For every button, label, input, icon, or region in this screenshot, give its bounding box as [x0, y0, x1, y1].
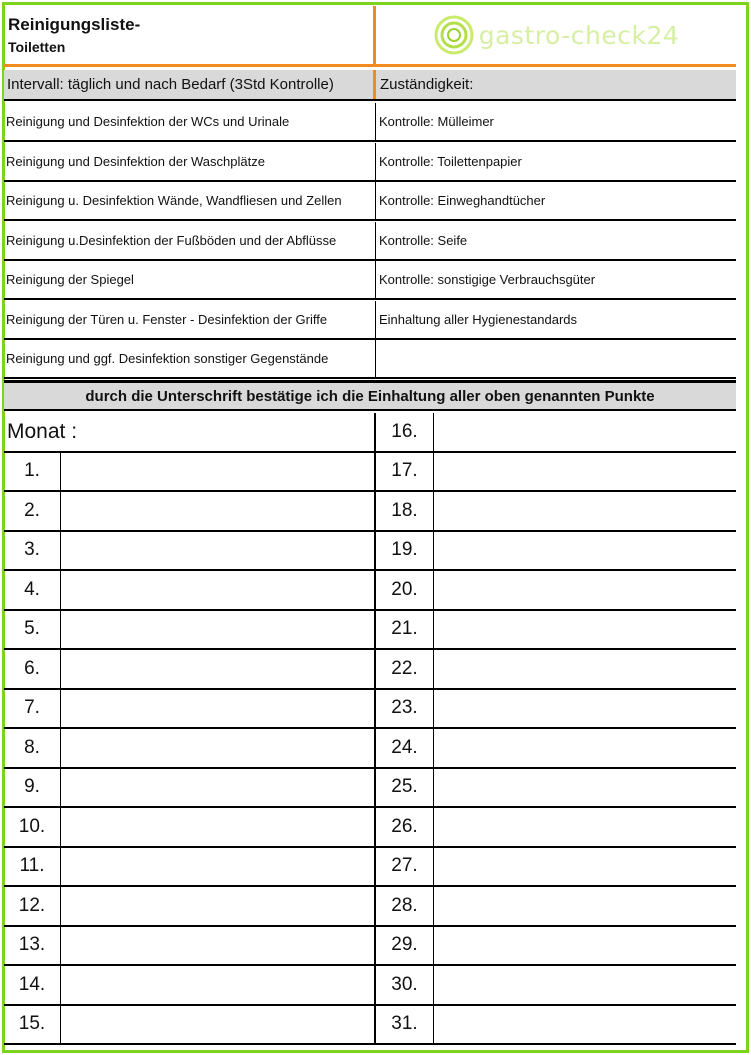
day-number: 31. — [376, 1006, 434, 1044]
signature-field[interactable] — [434, 650, 736, 688]
signature-field[interactable] — [61, 453, 376, 491]
signature-field[interactable] — [61, 729, 376, 767]
task-row — [4, 222, 736, 261]
signature-field[interactable] — [434, 413, 736, 451]
signature-field[interactable] — [61, 611, 376, 649]
day-number: 10. — [4, 808, 61, 846]
signature-row — [4, 848, 736, 888]
task-description: Reinigung u.Desinfektion der Fußböden und der Abflüsse — [4, 222, 376, 259]
signature-row — [4, 453, 736, 493]
day-number: 22. — [376, 650, 434, 688]
signature-field[interactable] — [434, 1006, 736, 1044]
day-number: 26. — [376, 808, 434, 846]
signature-field[interactable] — [434, 927, 736, 965]
task-check — [376, 340, 736, 377]
signature-field[interactable] — [434, 571, 736, 609]
signature-field[interactable] — [61, 1006, 376, 1044]
signature-field[interactable] — [61, 927, 376, 965]
task-check: Kontrolle: Einweghandtücher — [379, 193, 546, 209]
signature-row — [4, 887, 736, 927]
month-label: Monat : — [4, 413, 376, 451]
signature-field[interactable] — [61, 769, 376, 807]
signature-field[interactable] — [434, 453, 736, 491]
signature-row — [4, 650, 736, 690]
day-number: 1. — [4, 453, 61, 491]
task-row — [4, 261, 736, 300]
signature-field[interactable] — [434, 769, 736, 807]
day-number: 14. — [4, 966, 61, 1004]
day-number: 12. — [4, 887, 61, 925]
day-number: 6. — [4, 650, 61, 688]
signature-field[interactable] — [61, 532, 376, 570]
signature-field[interactable] — [61, 966, 376, 1004]
day-number: 7. — [4, 690, 61, 728]
task-description: Reinigung und ggf. Desinfektion sonstiger Gegenstände — [4, 340, 376, 377]
day-number: 4. — [4, 571, 61, 609]
task-check: Kontrolle: Seife — [379, 232, 468, 248]
day-number: 17. — [376, 453, 434, 491]
day-number: 9. — [4, 769, 61, 807]
day-number: 24. — [376, 729, 434, 767]
task-row — [4, 182, 736, 221]
day-number: 13. — [4, 927, 61, 965]
task-check: Einhaltung aller Hygienestandards — [379, 311, 578, 327]
signature-field[interactable] — [434, 611, 736, 649]
day-number: 23. — [376, 690, 434, 728]
task-row — [4, 103, 736, 142]
day-number: 29. — [376, 927, 434, 965]
signature-field[interactable] — [434, 690, 736, 728]
signature-field[interactable] — [434, 966, 736, 1004]
confirmation-bar: durch die Unterschrift bestätige ich die Einhaltung aller oben genannten Punkte — [4, 380, 736, 411]
task-description: Reinigung der Spiegel — [4, 261, 376, 298]
task-description: Reinigung und Desinfektion der WCs und Urinale — [4, 103, 376, 140]
day-number: 19. — [376, 532, 434, 570]
day-number: 15. — [4, 1006, 61, 1044]
day-number: 18. — [376, 492, 434, 530]
signature-row — [4, 927, 736, 967]
signature-field[interactable] — [61, 887, 376, 925]
title-cell — [4, 6, 376, 64]
signature-field[interactable] — [434, 492, 736, 530]
sheet-header — [4, 6, 736, 67]
task-row — [4, 143, 736, 182]
signature-field[interactable] — [434, 729, 736, 767]
cleaning-sheet — [4, 6, 736, 1040]
signature-field[interactable] — [61, 848, 376, 886]
signature-row — [4, 808, 736, 848]
interval-label: Intervall: täglich und nach Bedarf (3Std Kontrolle) — [4, 70, 376, 99]
day-number: 16. — [376, 413, 434, 451]
day-number: 27. — [376, 848, 434, 886]
signature-field[interactable] — [61, 492, 376, 530]
logo-rings-icon — [433, 14, 475, 56]
signature-field[interactable] — [434, 808, 736, 846]
task-description: Reinigung u. Desinfektion Wände, Wandfliesen und Zellen — [4, 182, 376, 219]
day-number: 21. — [376, 611, 434, 649]
signature-field[interactable] — [61, 690, 376, 728]
signature-row — [4, 571, 736, 611]
signature-field[interactable] — [61, 650, 376, 688]
signature-row — [4, 729, 736, 769]
signature-field[interactable] — [61, 808, 376, 846]
day-number: 20. — [376, 571, 434, 609]
task-description: Reinigung der Türen u. Fenster - Desinfektion der Griffe — [4, 301, 376, 338]
signature-row — [4, 492, 736, 532]
day-number: 11. — [4, 848, 61, 886]
signature-row — [4, 966, 736, 1006]
task-check: Kontrolle: Toilettenpapier — [379, 153, 522, 169]
signature-field[interactable] — [434, 532, 736, 570]
sheet-subtitle: Toiletten — [8, 39, 66, 55]
day-number: 30. — [376, 966, 434, 1004]
logo-text: gastro-check24 — [478, 20, 680, 50]
signature-row — [4, 413, 736, 453]
day-number: 28. — [376, 887, 434, 925]
day-number: 3. — [4, 532, 61, 570]
day-number: 8. — [4, 729, 61, 767]
signature-row — [4, 690, 736, 730]
signature-row — [4, 532, 736, 572]
signature-row — [4, 769, 736, 809]
day-number: 5. — [4, 611, 61, 649]
sheet-title: Reinigungsliste- — [8, 15, 141, 34]
responsibility-label: Zuständigkeit: — [380, 76, 474, 93]
interval-header — [4, 70, 736, 101]
task-check: Kontrolle: sonstigige Verbrauchsgüter — [379, 272, 596, 288]
day-number: 25. — [376, 769, 434, 807]
signature-row — [4, 611, 736, 651]
logo-cell — [376, 6, 736, 64]
task-row — [4, 340, 736, 379]
signature-field[interactable] — [434, 848, 736, 886]
task-check: Kontrolle: Mülleimer — [379, 114, 494, 130]
signature-row — [4, 1006, 736, 1046]
signature-field[interactable] — [61, 571, 376, 609]
task-row — [4, 301, 736, 340]
task-description: Reinigung und Desinfektion der Waschplätze — [4, 143, 376, 180]
signature-field[interactable] — [434, 887, 736, 925]
day-number: 2. — [4, 492, 61, 530]
